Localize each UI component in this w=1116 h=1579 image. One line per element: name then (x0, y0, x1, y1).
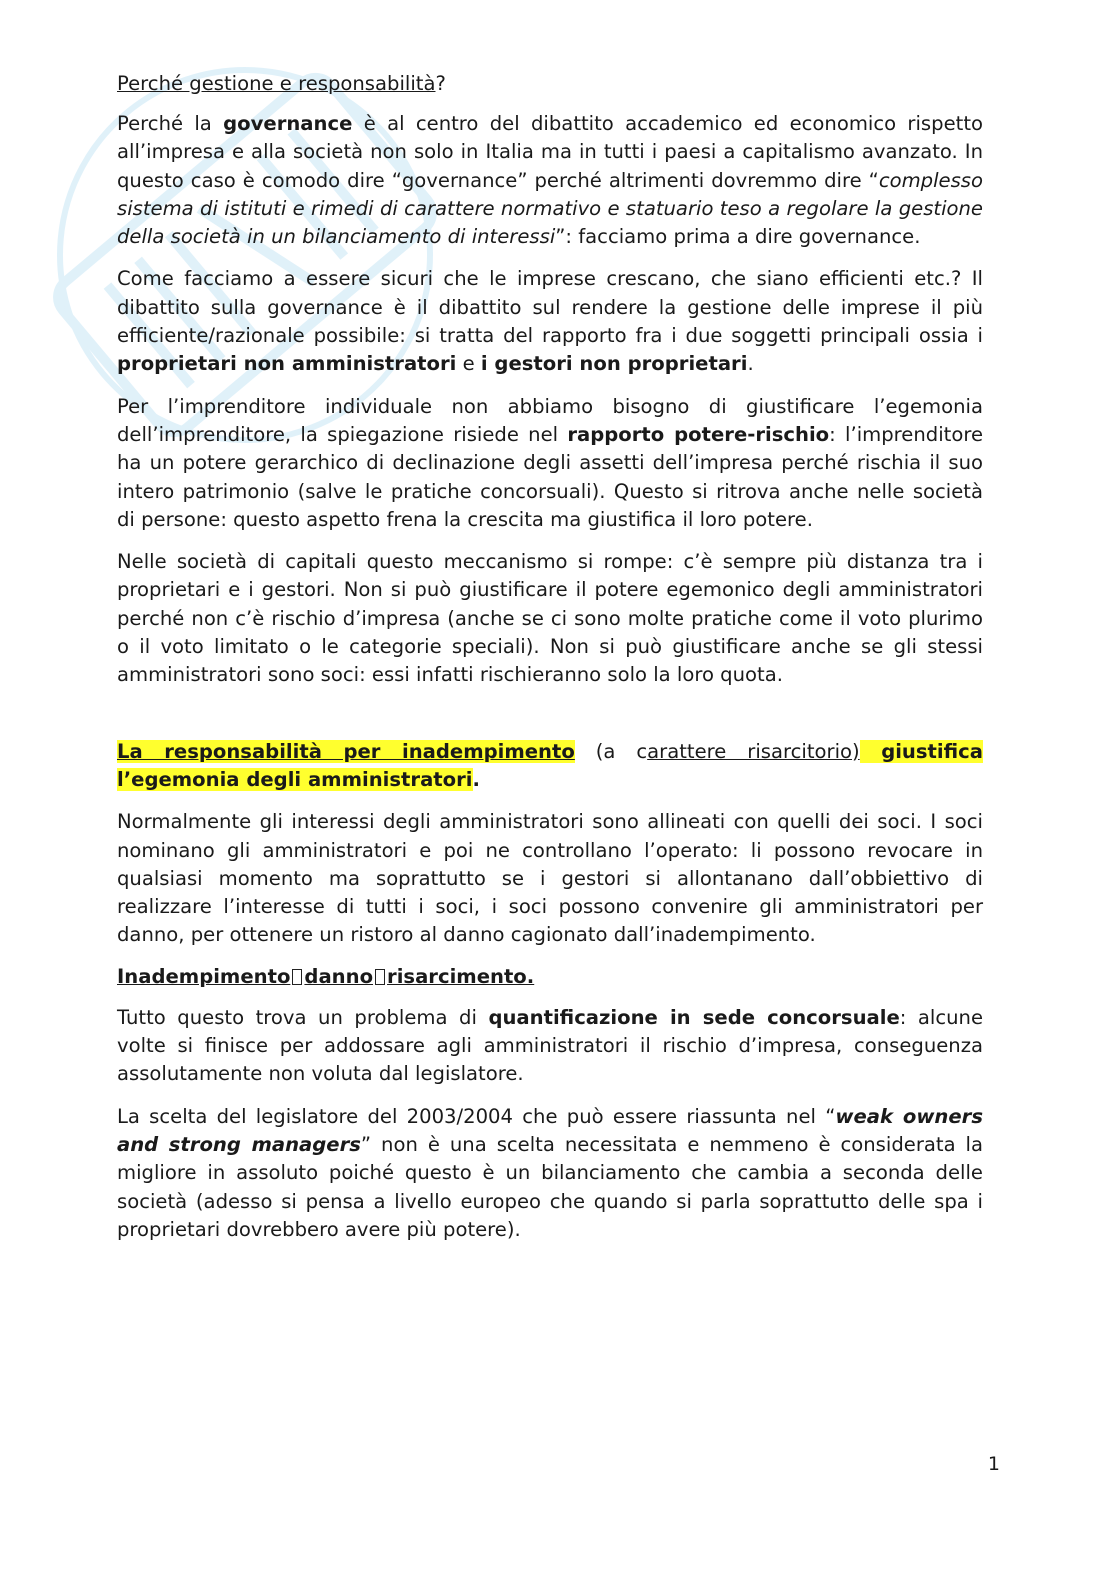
paragraph-efficiency: Come facciamo a essere sicuri che le imprese crescano, che siano efficienti etc.? Il dibattito sulla governance è il dibattito sul rendere la gestione delle imprese il più efficiente/razionale possibile: si tratta del rapporto fra i due soggetti principali ossia i proprietari non amministratori e i gestori non proprietari. (117, 267, 983, 376)
paragraph-societa-capitali: Nelle società di capitali questo meccanismo si rompe: c’è sempre più distanza tra i proprietari e i gestori. Non si può giustificare il potere egemonico degli amministratori perché non c’è rischio d’impresa (anche se ci sono molte pratiche come il voto plurimo o il voto limitato o le categorie speciali). Non si può giustificare anche se gli stessi amministratori sono soci: essi infatti rischieranno solo la loro quota. (117, 550, 983, 687)
heading-responsabilita: La responsabilità per inadempimento (a carattere risarcitorio) giustifica l’egemonia degli amministratori. (117, 739, 983, 791)
missing-glyph-icon (375, 969, 385, 985)
page-title: Perché gestione e responsabilità? (117, 72, 446, 95)
document-page (117, 70, 983, 1258)
paragraph-imprenditore: Per l’imprenditore individuale non abbiamo bisogno di giustificare l’egemonia dell’imprenditore, la spiegazione risiede nel rapporto potere-rischio: l’imprenditore ha un potere gerarchico di declinazione degli assetti dell’impresa perché rischia il suo intero patrimonio (salve le pratiche concorsuali). Questo si ritrova anche nelle società di persone: questo aspetto frena la crescita ma giustifica il loro potere. (117, 394, 984, 531)
paragraph-quantificazione: Tutto questo trova un problema di quantificazione in sede concorsuale: alcune volte si finisce per addossare agli amministratori il rischio d’impresa, conseguenza assolutamente non voluta dal legislatore. (117, 1005, 983, 1086)
heading-inadempimento: Inadempimento danno risarcimento. (117, 964, 535, 988)
paragraph-governance: Perché la governance è al centro del dibattito accademico ed economico rispetto all’impresa e alla società non solo in Italia ma in tutti i paesi a capitalismo avanzato. In questo caso è comodo dire “governance” perché altrimenti dovremmo dire “complesso sistema di istituti e rimedi di carattere normativo e statuario teso a regolare la gestione della società in un bilanciamento di interessi”: facciamo prima a dire governance. (117, 112, 983, 249)
paragraph-legislatore: La scelta del legislatore del 2003/2004 che può essere riassunta nel “weak owners and strong managers” non è una scelta necessitata e nemmeno è considerata la migliore in assoluto poiché questo è un bilanciamento che cambia a seconda delle società (adesso si pensa a livello europeo che quando si parla soprattutto delle spa i proprietari dovrebbero avere più potere). (117, 1104, 984, 1241)
missing-glyph-icon (292, 969, 302, 985)
paragraph-interessi: Normalmente gli interessi degli amministratori sono allineati con quelli dei soci. I soci nominano gli amministratori e poi ne controllano l’operato: li possono revocare in qualsiasi momento ma soprattutto se i gestori si allontanano dall’obbiettivo di realizzare l’interesse di tutti i soci, i soci possono convenire gli amministratori per danno, per ottenere un ristoro al danno cagionato dall’inadempimento. (117, 810, 983, 947)
page-number: 1 (987, 1453, 1000, 1475)
